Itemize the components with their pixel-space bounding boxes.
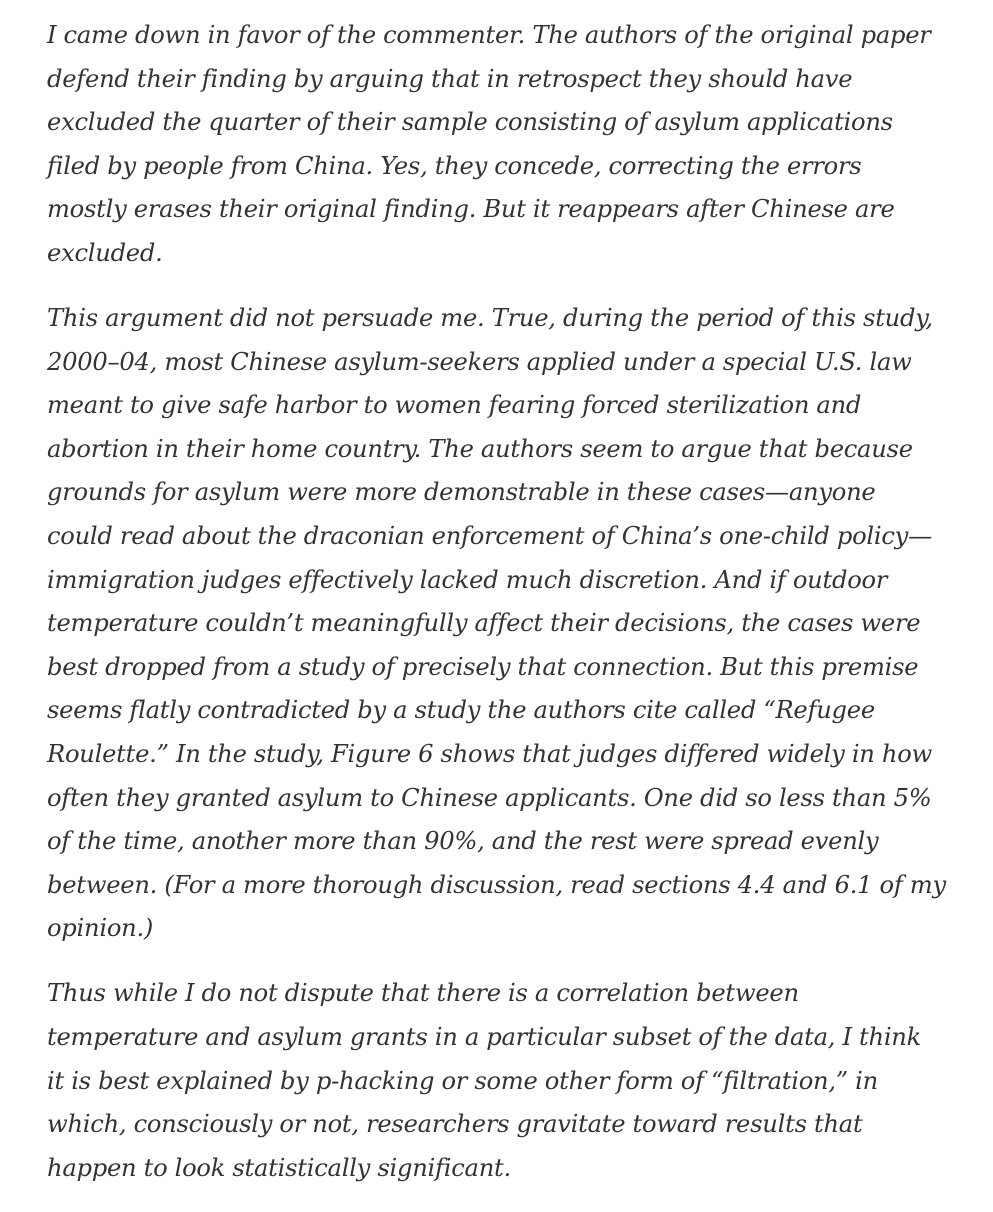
text-line: excluded. — [47, 238, 163, 267]
text-line: temperature and asylum grants in a particular subset of the data, I think — [47, 1023, 922, 1052]
text-line: immigration judges effectively lacked much discretion. And if outdoor — [47, 565, 888, 594]
text-line: excluded the quarter of their sample consisting of asylum applications — [47, 108, 893, 137]
text-line: meant to give safe harbor to women fearing forced sterilization and — [47, 391, 862, 420]
text-line: which, consciously or not, researchers gravitate toward results that — [47, 1110, 863, 1139]
text-line: between. (For a more thorough discussion, read sections 4.4 and 6.1 of my — [47, 870, 946, 899]
text-line: it is best explained by p-hacking or some other form of “filtration,” in — [47, 1066, 878, 1095]
article-body — [47, 14, 957, 1212]
text-line: filed by people from China. Yes, they concede, correcting the errors — [47, 151, 862, 180]
text-line: I came down in favor of the commenter. The authors of the original paper — [47, 21, 931, 49]
text-line: often they granted asylum to Chinese applicants. One did so less than 5% — [47, 783, 932, 812]
paragraph-commenter — [47, 14, 957, 276]
text-line: of the time, another more than 90%, and the rest were spread evenly — [47, 827, 879, 856]
text-line: This argument did not persuade me. True, during the period of this study, — [47, 304, 933, 333]
text-line: defend their finding by arguing that in retrospect they should have — [47, 64, 853, 93]
text-line: grounds for asylum were more demonstrable in these cases—anyone — [47, 478, 876, 507]
text-line: mostly erases their original finding. But it reappears after Chinese are — [47, 195, 895, 224]
text-line: Thus while I do not dispute that there is a correlation between — [47, 979, 799, 1008]
text-line: happen to look statistically significant. — [47, 1153, 511, 1182]
text-line: 2000–04, most Chinese asylum-seekers applied under a special U.S. law — [47, 347, 912, 376]
text-line: opinion.) — [47, 914, 154, 943]
text-line: best dropped from a study of precisely that connection. But this premise — [47, 652, 919, 681]
text-line: could read about the draconian enforcement of China’s one-child policy— — [47, 522, 933, 551]
text-line: Roulette.” In the study, Figure 6 shows that judges differed widely in how — [47, 740, 932, 768]
text-line: temperature couldn’t meaningfully affect their decisions, the cases were — [47, 609, 921, 638]
paragraph-argument — [47, 297, 957, 951]
paragraph-conclusion — [47, 972, 957, 1190]
text-line: abortion in their home country. The authors seem to argue that because — [47, 434, 913, 463]
text-line: seems flatly contradicted by a study the authors cite called “Refugee — [47, 696, 875, 725]
